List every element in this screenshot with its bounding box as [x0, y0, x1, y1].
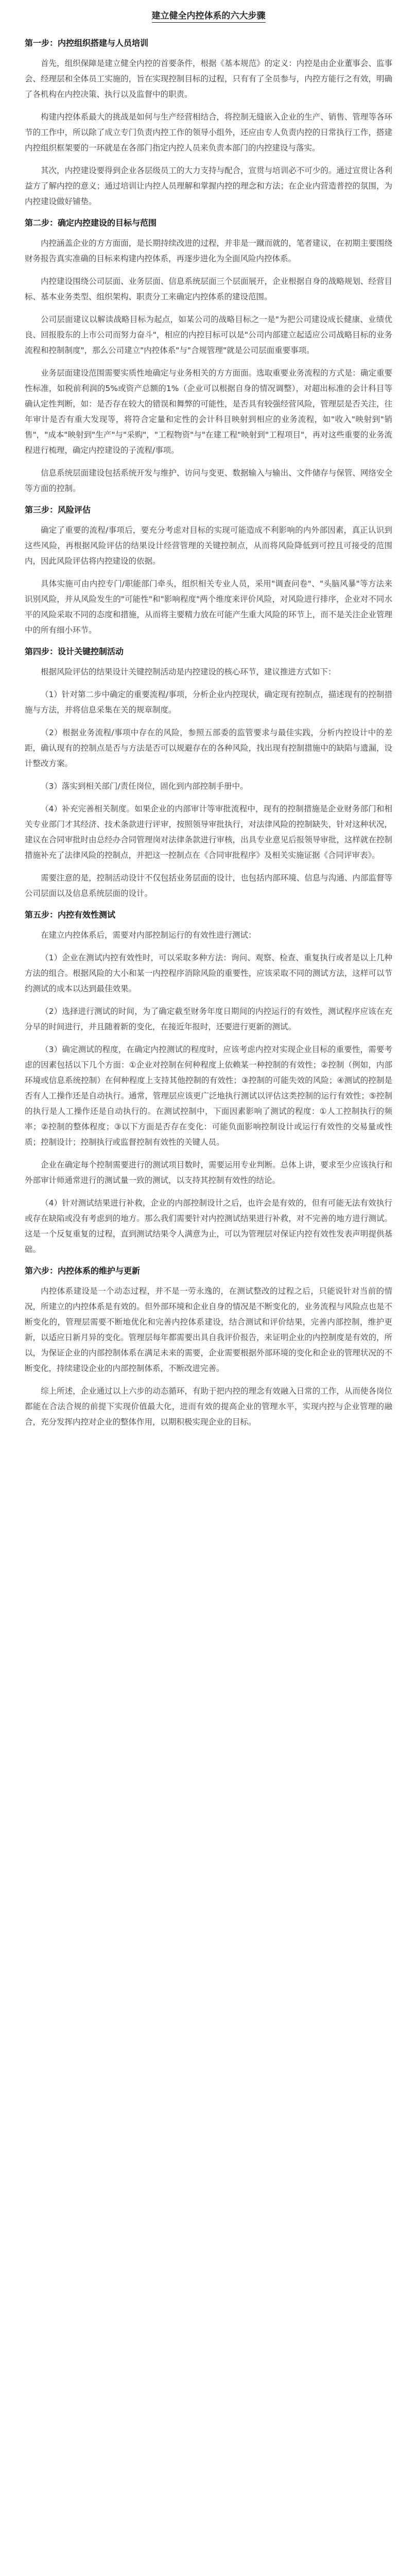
- section-3: [25, 503, 392, 638]
- section-2: [25, 216, 392, 496]
- paragraph: 公司层面建议以解读战略目标为起点，如某公司的战略目标之一是"为把公司建设成长健康、业绩优良、回报股东的上市公司而努力奋斗"，相应的内控目标可以是"公司内部建立起适应公司战略目标的业务流程和控制制度"，那么公司建立"内控体系"与"合规管理"就是公司层面重要事项。: [25, 315, 392, 355]
- section-5: [25, 908, 392, 1257]
- section-heading: 第四步：设计关键控制活动: [25, 647, 124, 656]
- paragraph: 其次，内控建设要得到企业各层级员工的大力支持与配合，宣贯与培训必不可少的。通过宣贯让各利益方了解内控的意义；通过培训让内控人员理解和掌握内控的理念和方法；在企业内营造普控的氛围，为内控建设做好铺垫。: [25, 166, 392, 206]
- paragraph: （2）根据业务流程/事项中存在的风险，参照五部委的监管要求与最佳实践，分析内控设计中的差距，确认现有的控制点是否与方法是否可以规避存在的各种风险，找出现有控制措施中的缺陷与遗漏，设计整改方案。: [25, 728, 392, 768]
- paragraph: 根据风险评估的结果设计关键控制活动是内控建设的核心环节，建议推进方式如下：: [41, 667, 336, 676]
- section-4: [25, 645, 392, 901]
- paragraph: （4）针对测试结果进行补救，企业的内部控制设计之后，也许会是有效的，但有可能无法有效执行或存在缺陷或没有考虑到的地方。那么我们需要针对内控测试结果进行补救，对不完善的地方进行测试。这是一个反复重复的过程，直到测试结果令人满意为止，可以为管理层对保证内控有效性发表声明提供基础。: [25, 1198, 392, 1254]
- section-6: [25, 1264, 392, 1430]
- paragraph: 内控涵盖企业的方方面面，是长期持续改进的过程，并非是一蹴而就的，笔者建议，在初期主要围绕财务报告真实准确的目标来构建内控体系，再逐步进化为全面风险内控体系。: [25, 239, 392, 263]
- paragraph: 在建立内控体系后，需要对内部控制运行的有效性进行测试：: [41, 930, 256, 940]
- paragraph: 构建内控体系最大的挑战是如何与生产经营相结合，将控制无缝嵌入企业的生产、销售、管理等各环节的工作中，所以除了成立专门负责内控工作的领导小组外，还应由专人负责内控的日常执行工作，搭建内控组织框架要的一环就是在各部门指定内控人员来负责本部门的内控建设与落实。: [25, 112, 392, 152]
- section-heading: 第一步：内控组织搭建与人员培训: [25, 38, 149, 48]
- paragraph: 内控体系建设是一个动态过程，并不是一劳永逸的，在测试整改的过程之后，只能说针对当前的情况，所建立的内控体系是有效的。但外部环境和企业自身的情况是不断变化的，业务流程与风险点也是不断变化的，管理层需要不断地优化和完善内控体系建设，结合测试和评价结果，完善内部控制，维护更新，以适应日新月异的变化。管理层每年都需要出具自我评价报告，来证明企业的内控制度是有效的，所以，为保证企业的内部控制体系在满足未来的需要，企业需要根据外部环境的变化和企业的管理状况的不断变化，持续建设企业的内部控制体系，不断改进完善。: [25, 1286, 392, 1373]
- paragraph: （1）针对第二步中确定的重要流程/事项，分析企业内控现状，确定现有控制点，描述现有的控制措施与方法，并将信息采集在关的规章制度。: [25, 690, 392, 715]
- paragraph: 业务层面建设范围需要实质性地确定与业务相关的方方面面。选取重要业务流程的方式是：确定重要性标准，如税前利润的5%或资产总额的1%（企业可以根据自身的情况调整），对超出标准的会计科目等确认定性判断，如：是否存在较大的错误和舞弊的可能性，是否具有较强经营风险，管理层是否关注，往年审计是否有重大发现等，将符合定量和定性的会计科目映射到相应的业务流程，如"收入"映射到"销售"，"成本"映射到"生产"与"采购"，"工程物资"与"在建工程"映射到"工程项目"，再对这些重要的业务流程进行梳理，确定内控建设的子流程/事项。: [25, 368, 392, 455]
- paragraph: 信息系统层面建设包括系统开发与维护、访问与变更、数据输入与输出、文件储存与保管、网络安全等方面的控制。: [25, 468, 392, 493]
- section-1: [25, 37, 392, 209]
- paragraph: 企业在确定每个控制需要进行的测试项目数时，需要运用专业判断。总体上讲，要求至少应该执行和外部审计师通常进行的测试量一致的测试，以支持其控制有效性的结论。: [25, 1160, 392, 1185]
- paragraph: 需要注意的是，控制活动设计不仅包括业务层面的设计，也包括内部环境、信息与沟通、内部监督等公司层面以及信息系统层面的设计。: [25, 873, 392, 898]
- paragraph: 具体实施可由内控专门/职能部门牵头，组织相关专业人员，采用"调查问卷"、"头脑风暴"等方法来识别风险，并从风险发生的"可能性"和"影响程度"两个维度来评价风险，对风险进行排序，企业对不同水平的风险采取不同的态度和措施，从而将主要精力放在可能产生重大风险的环节上，而不是关注企业管理中的所有细小环节。: [25, 579, 392, 635]
- section-heading: 第二步：确定内控建设的目标与范围: [25, 218, 157, 228]
- paragraph: 首先，组织保障是建立健全内控的首要条件，根据《基本规范》的定义：内控是由企业董事会、监事会、经理层和全体员工实施的，旨在实现控制目标的过程，只有有了全员参与，内控方能行之有效，明确了各机构在内控决策、执行以及监督中的职责。: [25, 59, 392, 99]
- section-heading: 第五步：内控有效性测试: [25, 910, 116, 920]
- paragraph: 内控建设围绕公司层面、业务层面、信息系统层面三个层面展开，企业根据自身的战略规划、经营目标、基本业务类型、组织架构、职责分工来确定内控体系的建设范围。: [25, 277, 392, 301]
- paragraph: 综上所述，企业通过以上六步的动态循环，有助于把内控的理念有效融入日常的工作，从而使各岗位都能在合法合规的前提下实现价值最大化，进而有效的提高企业的管理水平，实现内控与企业管理的融合，充分发挥内控对企业的整体作用，以期积极实现企业的目标。: [25, 1386, 392, 1427]
- paragraph: （2）选择进行测试的时间，为了确定截至财务年度日期间的内控运行的有效性，测试程序应该在充分早的时间进行，并且随着新的变化，在接近年报时，还要进行更新的测试。: [25, 1007, 392, 1031]
- section-heading: 第三步：风险评估: [25, 505, 91, 515]
- paragraph: 确定了重要的流程/事项后，要充分考虑对目标的实现可能造成不利影响的内外部因素，真正认识到这些风险，再根据风险评估的结果设计经营管理的关键控制点，从而将风险降低到可控且可接受的范围内，因此风险评估将内控建设的依据。: [25, 526, 392, 566]
- paragraph: （4）补充完善相关制度。如果企业的内部审计等审批流程中，现有的控制措施是企业财务部门和相关专业部门才其经济、技术条款进行评审，按照领导审批执行，对法律风险的控制缺失，针对这种状况，建议在合同审批时由总经办合同管理岗对法律条款进行审核，出具专业意见后报领导审批，这样就在控制措施补充了法律风险的控制点，并把这一控制点在《合同审批程序》及相关实施证据《合同评审表》。: [25, 804, 392, 860]
- document-title: 建立健全内控体系的六大步骤: [25, 8, 392, 23]
- paragraph: （3）落实到相关部门/责任岗位，固化到内部控制手册中。: [41, 782, 248, 791]
- paragraph: （1）企业在测试内控有效性时，可以采取多种方法：询问、观察、检查、重复执行或者是以上几种方法的组合。根据风险的大小和某一内控程序消除风险的重要性，应该采取不同的测试方法，这样可以节约测试的成本以达到最佳效果。: [25, 953, 392, 993]
- paragraph: （3）确定测试的程度，在确定内控测试的程度时，应该考虑内控对实现企业目标的重要性，需要考虑的因素包括以下几个方面：①企业对控制在何种程度上依赖某一种控制的有效性；②控制（例如，内部环境或信息系统控制）在何种程度上支持其他控制的有效性；③控制的可能失效的风险；④测试的控制是否有人工操作还是自动执行。通常，管理层应该更广泛地执行测试以评估这类控制的运行有效性；⑤控制的执行是人工操作还是自动执行的。在测试控制中，下面因素影响了测试的程度：①人工控制执行的频率；②控制的整体程度；③以下方面是否存在变化：可能负面影响控制设计或运行有效性的交易量或性质；控制设计；控制执行或监督控制有效性的关键人员。: [25, 1045, 392, 1147]
- section-heading: 第六步：内控体系的维护与更新: [25, 1266, 141, 1276]
